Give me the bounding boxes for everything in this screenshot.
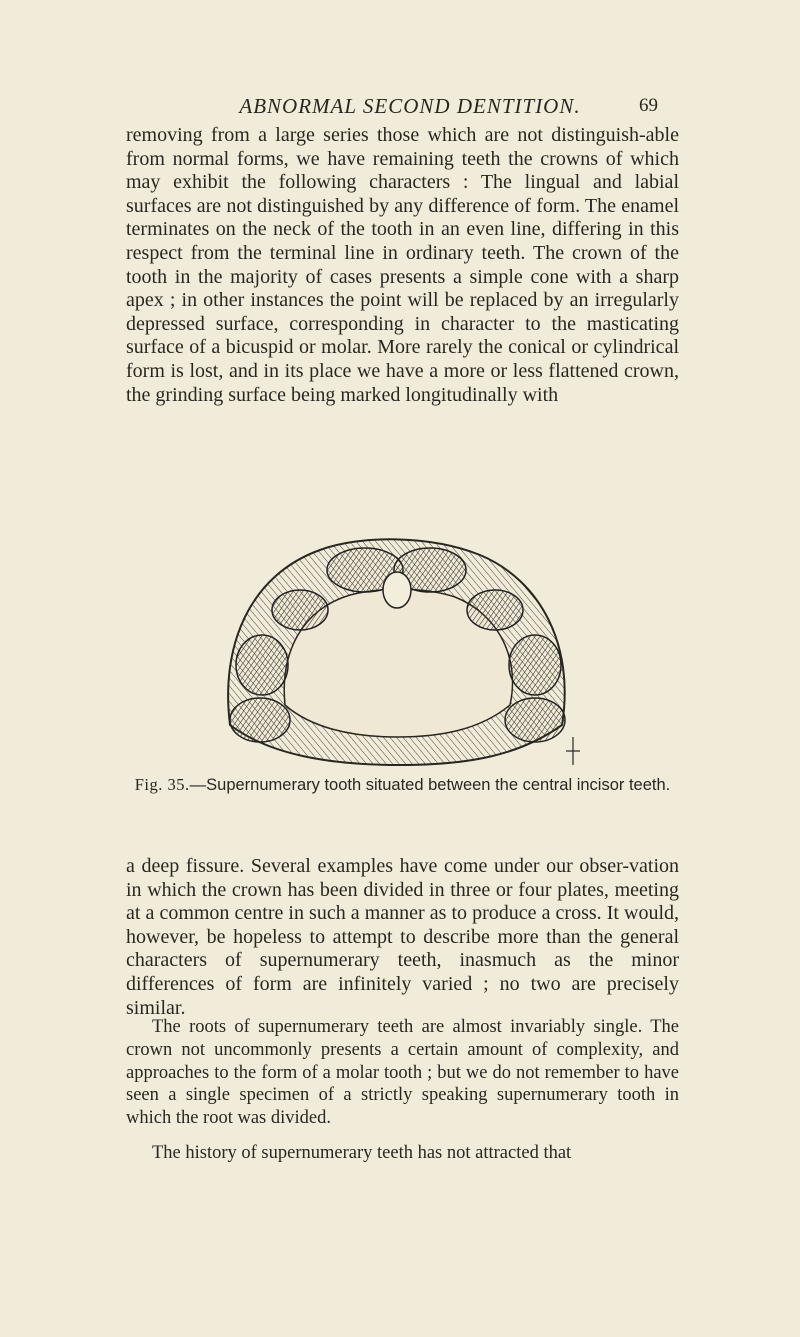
figure-engraving: [190, 515, 605, 770]
page-number: 69: [639, 95, 658, 116]
body-paragraph: The roots of supernumerary teeth are almost invariably single. The crown not uncommonly presents a certain amount of complexity, and approaches to the form of a molar tooth ; but we do not remember to have seen a single specimen of a strictly speaking supernumerary tooth in which the root was divided.: [126, 1017, 679, 1129]
supernumerary-tooth-engraving: [190, 515, 605, 770]
body-paragraph: a deep fissure. Several examples have come under our obser-vation in which the crown has been divided in three or four plates, meeting at a common centre in such a manner as to produce a cross. It would, however, be hopeless to attempt to describe more than the general characters of supernumerary teeth, inasmuch as the minor differences of form are infinitely varied ; no two are precisely similar.: [126, 855, 679, 1019]
figure-caption: [126, 775, 679, 795]
figure-number: Fig. 35.: [134, 775, 190, 794]
body-paragraph: The history of supernumerary teeth has not attracted that: [152, 1143, 572, 1163]
figure-caption-text: —Supernumerary tooth situated between the central incisor teeth.: [189, 776, 671, 794]
running-title: ABNORMAL SECOND DENTITION.: [239, 94, 581, 118]
body-paragraph: removing from a large series those which are not distinguish-able from normal forms, we have remaining teeth the crowns of which may exhibit the following characters : The lingual and labial surfaces are not distinguished by any difference of form. The enamel terminates on the neck of the tooth in an even line, differing in this respect from the terminal line in ordinary teeth. The crown of the tooth in the majority of cases presents a simple cone with a sharp apex ; in other instances the point will be replaced by an irregularly depressed surface, corresponding in character to the masticating surface of a bicuspid or molar. More rarely the conical or cylindrical form is lost, and in its place we have a more or less flattened crown, the grinding surface being marked longitudinally with: [126, 124, 679, 406]
